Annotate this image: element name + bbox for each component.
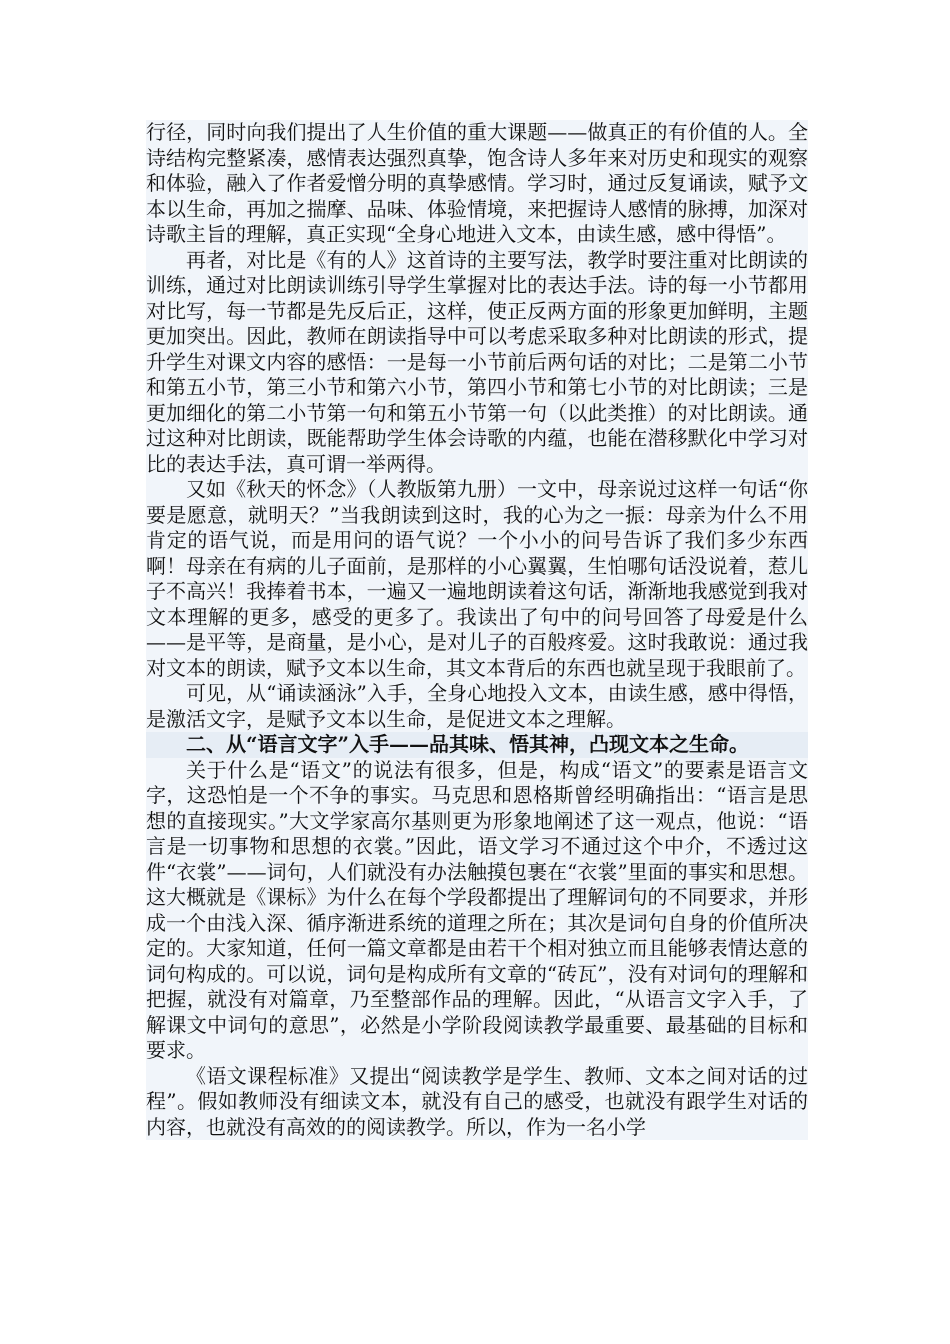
paragraph-1: 行径，同时向我们提出了人生价值的重大课题——做真正的有价值的人。全诗结构完整紧凑，感情表达强烈真挚，饱含诗人多年来对历史和现实的观察和体验，融入了作者爱憎分明的真挚感情。学习时，通过反复诵读，赋予文本以生命，再加之揣摩、品味、体验情境，来把握诗人感情的脉搏，加深对诗歌主旨的理解，真正实现“全身心地进入文本，由读生感，感中得悟”。: [146, 120, 808, 246]
paragraph-5: 关于什么是“语文”的说法有很多，但是，构成“语文”的要素是语言文字，这恐怕是一个不争的事实。马克思和恩格斯曾经明确指出：“语言是思想的直接现实。”大文学家高尔基则更为形象地阐述了这一观点，他说：“语言是一切事物和思想的衣裳。”因此，语文学习不通过这个中介，不透过这件“衣裳”——词句，人们就没有办法触摸包裹在“衣裳”里面的事实和思想。这大概就是《课标》为什么在每个学段都提出了理解词句的不同要求，并形成一个由浅入深、循序渐进系统的道理之所在；其次是词句自身的价值所决定的。大家知道，任何一篇文章都是由若干个相对独立而且能够表情达意的词句构成的。可以说，词句是构成所有文章的“砖瓦”，没有对词句的理解和把握，就没有对篇章，乃至整部作品的理解。因此，“从语言文字入手，了解课文中词句的意思”，必然是小学阶段阅读教学最重要、最基础的目标和要求。: [146, 757, 808, 1062]
paragraph-2: 再者，对比是《有的人》这首诗的主要写法，教学时要注重对比朗读的训练，通过对比朗读训练引导学生掌握对比的表达手法。诗的每一小节都用对比写，每一节都是先反后正，这样，使正反两方面的形象更加鲜明，主题更加突出。因此，教师在朗读指导中可以考虑采取多种对比朗读的形式，提升学生对课文内容的感悟：一是每一小节前后两句话的对比；二是第二小节和第五小节，第三小节和第六小节，第四小节和第七小节的对比朗读；三是更加细化的第二小节第一句和第五小节第一句（以此类推）的对比朗读。通过这种对比朗读，既能帮助学生体会诗歌的内蕴，也能在潜移默化中学习对比的表达手法，真可谓一举两得。: [146, 247, 808, 476]
paragraph-3: 又如《秋天的怀念》（人教版第九册）一文中，母亲说过这样一句话“你要是愿意，就明天？”当我朗读到这时，我的心为之一振：母亲为什么不用肯定的语气说，而是用问的语气说？一个小小的问号告诉了我们多少东西啊！母亲在有病的儿子面前，是那样的小心翼翼，生怕哪句话没说着，惹儿子不高兴！我捧着书本，一遍又一遍地朗读着这句话，渐渐地我感觉到我对文本理解的更多，感受的更多了。我读出了句中的问号回答了母爱是什么——是平等，是商量，是小心，是对儿子的百般疼爱。这时我敢说：通过我对文本的朗读，赋予文本以生命，其文本背后的东西也就呈现于我眼前了。: [146, 477, 808, 680]
section-heading: 二、从“语言文字”入手——品其味、悟其神，凸现文本之生命。: [146, 732, 808, 758]
paragraph-6: 《语文课程标准》又提出“阅读教学是学生、教师、文本之间对话的过程”。假如教师没有细读文本，就没有自己的感受，也就没有跟学生对话的内容，也就没有高效的的阅读教学。所以，作为一名小学: [146, 1063, 808, 1139]
document-body: [146, 120, 808, 1140]
paragraph-4: 可见，从“诵读涵泳”入手，全身心地投入文本，由读生感，感中得悟，是激活文字，是赋予文本以生命，是促进文本之理解。: [146, 681, 808, 731]
